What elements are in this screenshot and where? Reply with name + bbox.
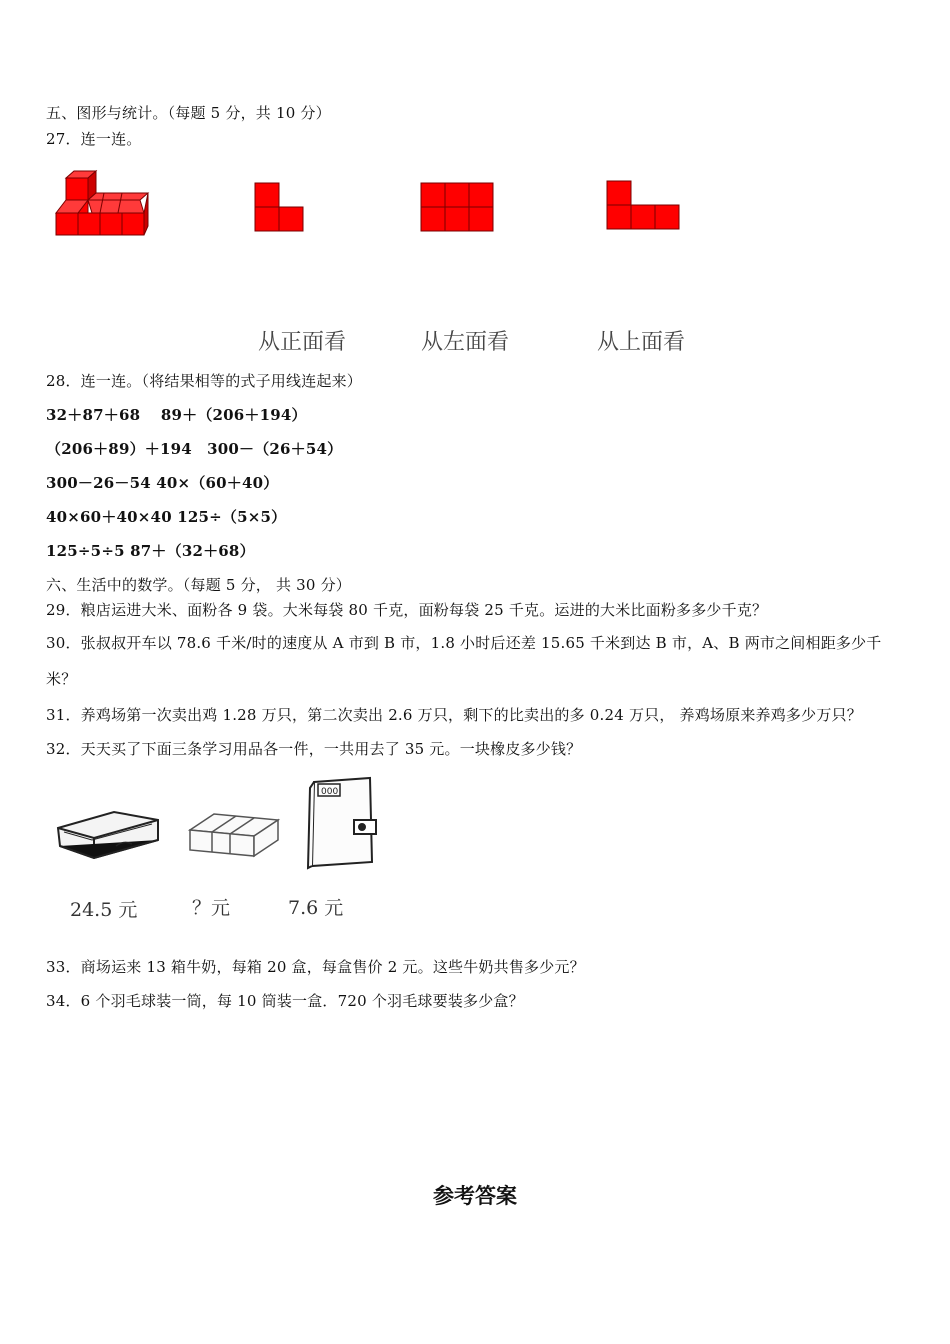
- view-label-left: 从左面看: [421, 330, 510, 355]
- top-view-shape-icon: [606, 180, 682, 232]
- notebook-icon: [304, 774, 380, 870]
- price-notebook: 7.6 元: [288, 897, 344, 919]
- eraser-icon: [186, 806, 282, 862]
- left-view-shape-icon: [420, 182, 496, 234]
- price-pencil-case: 24.5 元: [70, 899, 138, 921]
- question-33: 33．商场运来 13 箱牛奶，每箱 20 盒，每盒售价 2 元。这些牛奶共售多少元？: [46, 958, 585, 976]
- expression-row: （206＋89）＋194 300－（26＋54）: [46, 440, 343, 458]
- expression-row: 40×60＋40×40 125÷（5×5）: [46, 508, 287, 526]
- question-27: 27．连一连。: [46, 130, 142, 148]
- view-label-top: 从上面看: [597, 330, 686, 355]
- svg-text:000: 000: [321, 787, 339, 797]
- question-29: 29．粮店运进大米、面粉各 9 袋。大米每袋 80 千克，面粉每袋 25 千克。运进的大米比面粉多多少千克？: [46, 601, 768, 619]
- view-label-front: 从正面看: [258, 330, 347, 355]
- pencil-case-icon: [54, 806, 164, 862]
- question-30: 30．张叔叔开车以 78.6 千米/时的速度从 A 市到 B 市，1.8 小时后还差 15.65 千米到达 B 市，A、B 两市之间相距多少千米？: [46, 634, 882, 688]
- question-32: 32．天天买了下面三条学习用品各一件，一共用去了 35 元。一块橡皮多少钱？: [46, 740, 582, 758]
- price-eraser: ？元: [192, 897, 231, 919]
- question-31: 31．养鸡场第一次卖出鸡 1.28 万只，第二次卖出 2.6 万只，剩下的比卖出的多 0.24 万只， 养鸡场原来养鸡多少万只？: [46, 706, 862, 724]
- section-5-title: 五、图形与统计。（每题 5 分，共 10 分）: [46, 104, 331, 122]
- expression-row: 300－26－54 40×（60＋40）: [46, 474, 279, 492]
- answers-title: 参考答案: [433, 1184, 517, 1208]
- expression-row: 32＋87＋68 89＋（206＋194）: [46, 406, 307, 424]
- section-6-title: 六、生活中的数学。（每题 5 分， 共 30 分）: [46, 576, 351, 594]
- expression-row: 125÷5÷5 87＋（32＋68）: [46, 542, 255, 560]
- question-34: 34．6 个羽毛球装一筒，每 10 筒装一盒．720 个羽毛球要装多少盒？: [46, 992, 524, 1010]
- question-28: 28．连一连。（将结果相等的式子用线连起来）: [46, 372, 362, 390]
- front-view-shape-icon: [254, 182, 306, 234]
- cube-solid-3d-icon: [52, 168, 152, 243]
